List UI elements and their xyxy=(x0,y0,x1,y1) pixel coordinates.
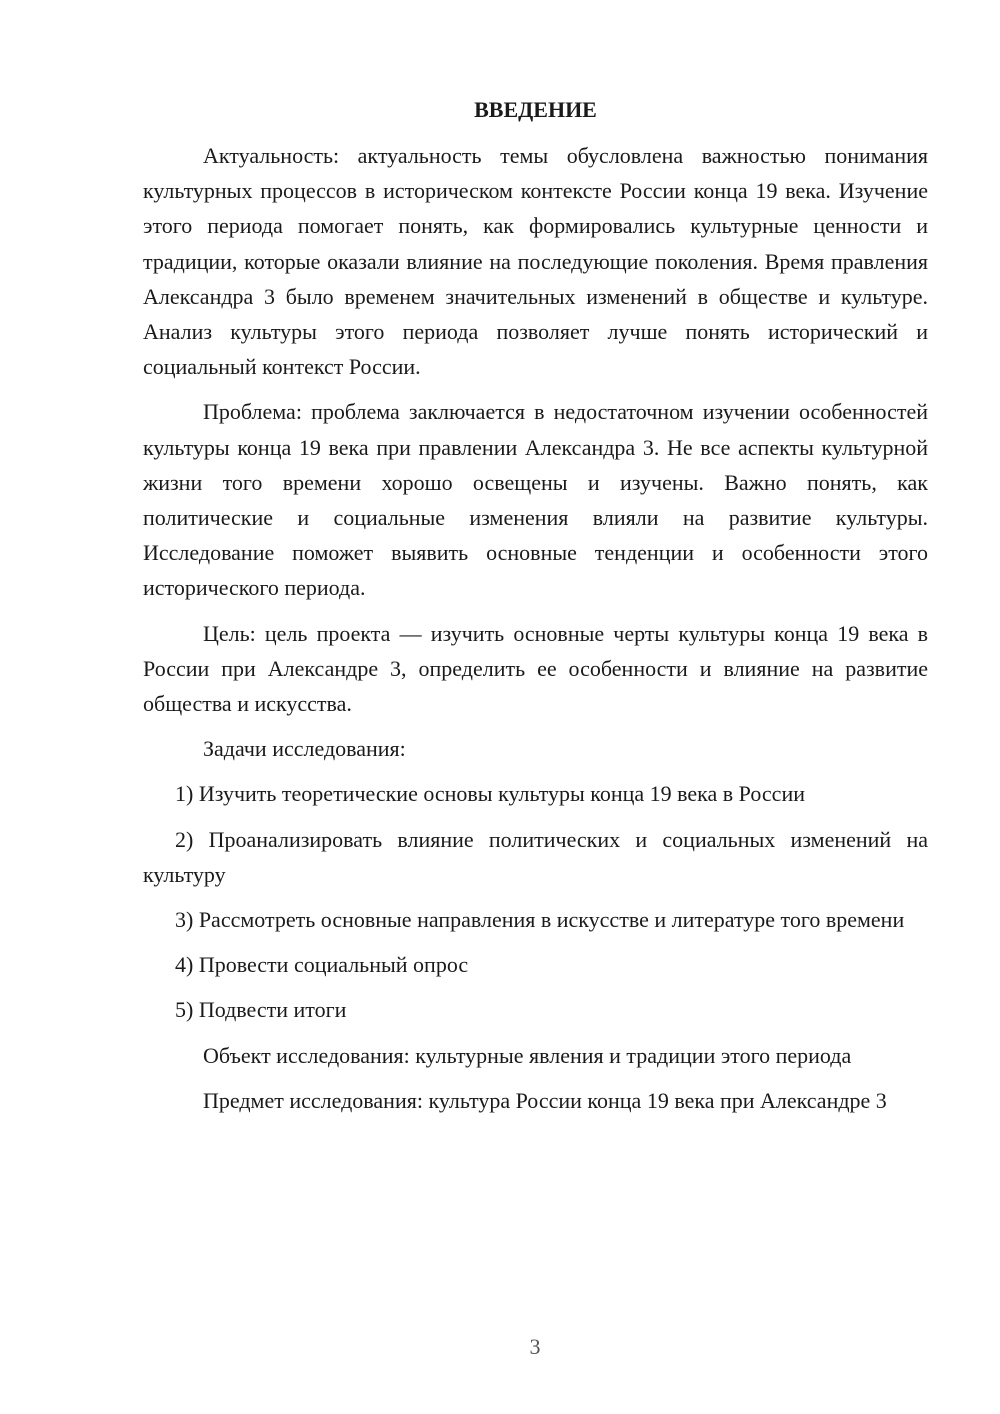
task-item: 5) Подвести итоги xyxy=(175,997,347,1023)
tasks-heading: Задачи исследования: xyxy=(203,736,406,762)
tasks-list xyxy=(143,776,928,1027)
goal-paragraph: Цель: цель проекта — изучить основные черты культуры конца 19 века в России при Александре 3, определить ее особенности и влияние на развитие общества и искусства. xyxy=(143,620,928,717)
task-item: 1) Изучить теоретические основы культуры конца 19 века в России xyxy=(175,781,805,807)
task-item: 4) Провести социальный опрос xyxy=(175,952,469,978)
task-item: 3) Рассмотреть основные направления в искусстве и литературе того времени xyxy=(175,907,905,933)
problem-paragraph: Проблема: проблема заключается в недостаточном изучении особенностей культуры конца 19 века при правлении Александра 3. Не все аспекты культурной жизни того времени хорошо освещены и изучены. Важно понять, как политические и социальные изменения влияли на развитие культуры. Исследование поможет выявить основные тенденции и особенности этого исторического периода. xyxy=(143,399,928,601)
page-number: 3 xyxy=(529,1334,541,1359)
subject-paragraph: Предмет исследования: культура России конца 19 века при Александре 3 xyxy=(203,1087,887,1113)
object-paragraph: Объект исследования: культурные явления и традиции этого периода xyxy=(203,1042,852,1068)
document-page xyxy=(143,96,928,1128)
relevance-paragraph: Актуальность: актуальность темы обусловлена важностью понимания культурных процессов в историческом контексте России конца 19 века. Изучение этого периода помогает понять, как формировались культурные ценности и традиции, которые оказали влияние на последующие поколения. Время правления Александра 3 было временем значительных изменений в обществе и культуре. Анализ культуры этого периода позволяет лучше понять исторический и социальный контекст России. xyxy=(143,143,928,380)
task-item: 2) Проанализировать влияние политических и социальных изменений на культуру xyxy=(143,826,928,887)
section-title: ВВЕДЕНИЕ xyxy=(474,97,597,122)
